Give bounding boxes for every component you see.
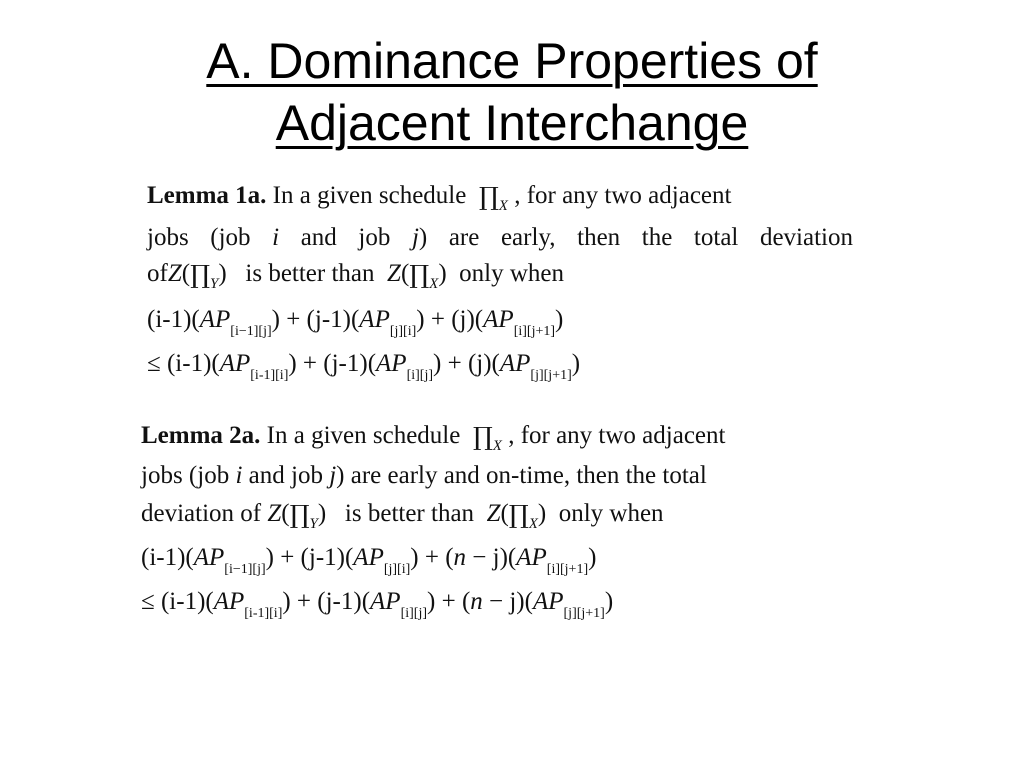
lemma-1a-equation-2: ≤ $(i-1)(AP_{[i-1][i]}) + (j-1)(AP_{[i][j]}) + (j)(AP_{[j][j+1]})$ [147,350,581,383]
lemma-2a-line-3: deviation of $Z(\prod_Y)$ is better than $Z(\prod_X)$ only when [141,500,664,532]
product-symbol: ∏ [478,182,499,211]
slide-title [0,30,1024,154]
lemma-2a-line-2: jobs (job i and job j) are early and on-time, then the total [141,462,707,489]
lemma-1a-line-3: $ofZ(\prod_Y)$ is better than $Z(\prod_X)$ only when [147,260,565,292]
lemma-1a-equation-1: $(i-1)(AP_{[i-1][j]}) + (j-1)(AP_{[j][i]}) + (j)(AP_{[i][j+1]})$ [147,306,564,339]
lemma-1a-line-1: Lemma 1a. In a given schedule $\prod_X$ , for any two adjacent [147,182,732,214]
lemma-2a-equation-2: ≤ $(i-1)(AP_{[i-1][i]}) + (j-1)(AP_{[i][j]}) + (n - j)(AP_{[j][j+1]})$ [141,588,614,621]
product-symbol: ∏ [472,422,493,451]
title-line-2: Adjacent Interchange [275,95,749,151]
lemma-1a-label: Lemma 1a. [147,182,267,209]
title-line-1: A. Dominance Properties of [206,33,818,89]
lemma-2a-label: Lemma 2a. [141,422,261,449]
lemma-1a-line-2: jobs (job i and job j) are early, then the total deviation [147,224,853,251]
lemma-2a-line-1: Lemma 2a. In a given schedule $\prod_X$ , for any two adjacent [141,422,726,454]
lemma-2a-equation-1: $(i-1)(AP_{[i-1][j]}) + (j-1)(AP_{[j][i]}) + (n - j)(AP_{[i][j+1]})$ [141,544,597,577]
